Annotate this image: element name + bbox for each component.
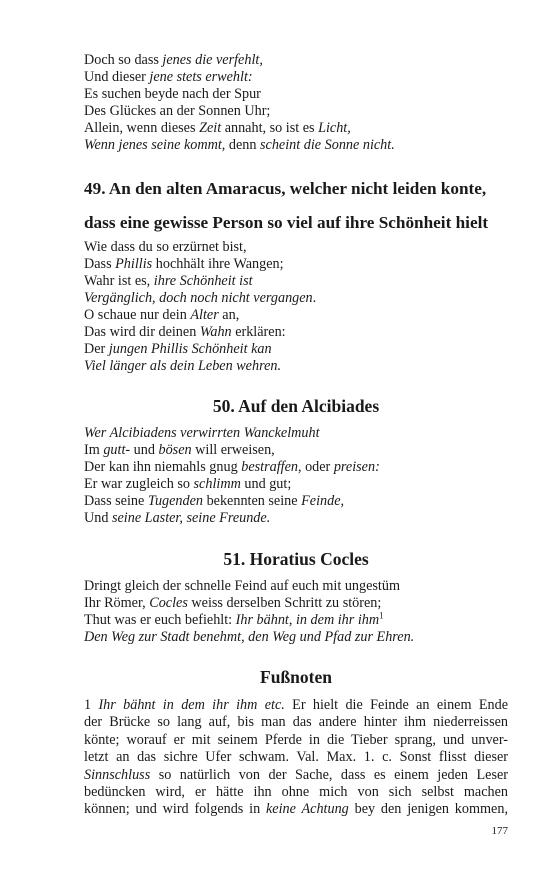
section-49-title-line-2: dass eine gewisse Person so viel auf ihre Schönheit hielt <box>84 213 489 232</box>
text-run: können; und wird folgends in <box>84 801 266 818</box>
italic-run: scheint die Sonne nicht. <box>260 137 395 153</box>
poem-stanza-top <box>84 52 508 154</box>
text-run: Er war zugleich so <box>84 476 194 492</box>
text-line <box>84 307 508 324</box>
text-run: Der <box>84 341 109 357</box>
italic-run: Tugenden <box>147 493 204 509</box>
text-run: und gut; <box>240 476 292 492</box>
text-line <box>84 290 508 307</box>
text-run: und <box>130 442 159 458</box>
section-50-poem <box>84 425 508 527</box>
text-line <box>84 137 508 154</box>
text-line <box>84 341 508 358</box>
text-run: der Brücke so lang auf, bis man das andere hinter ihm niederreissen <box>84 714 508 731</box>
text-line <box>84 324 508 341</box>
italic-run: Wahn <box>199 324 232 340</box>
text-run: Dringt gleich der schnelle Feind auf euch mit ungestüm <box>84 578 400 594</box>
text-run: Wie dass du so erzürnet bist, <box>84 239 247 255</box>
italic-run: Viel länger als dein Leben wehren. <box>84 358 282 374</box>
text-line <box>84 358 508 375</box>
text-line <box>84 459 508 476</box>
italic-run: jenes die verfehlt, <box>162 52 263 68</box>
italic-run: Zeit <box>199 120 222 136</box>
text-line <box>84 69 508 86</box>
page-body <box>84 52 508 819</box>
text-run: erklären: <box>231 324 286 340</box>
section-50-title: 50. Auf den Alcibiades <box>212 396 380 416</box>
italic-run: Den Weg zur Stadt benehmt, den Weg und Pfad zur Ehren. <box>84 629 415 645</box>
text-run: Er hielt die Feinde an einem Ende <box>284 697 509 713</box>
italic-run: jungen Phillis Schönheit kan <box>108 341 272 357</box>
text-run: annaht, so ist es <box>221 120 319 136</box>
text-run: hochhält ihre Wangen; <box>152 256 284 272</box>
italic-run: jene stets erwehlt: <box>149 69 253 85</box>
italic-run: Wenn jenes seine kommt, <box>84 137 226 153</box>
text-line <box>84 510 508 527</box>
text-line <box>84 476 508 493</box>
text-run: Und dieser <box>84 69 150 85</box>
italic-run: Wer Alcibiadens verwirrten Wanckelmuht <box>84 425 320 441</box>
text-run: Das wird dir deinen <box>84 324 200 340</box>
italic-run: preisen: <box>333 459 380 475</box>
text-line <box>84 784 508 801</box>
text-run: weiss derselben Schritt zu stören; <box>187 595 382 611</box>
text-run: Des Glückes an der Sonnen Uhr; <box>84 103 271 119</box>
italic-run: Sinnschluss <box>84 766 151 783</box>
italic-run: seine Laster, seine Freunde. <box>111 510 271 526</box>
italic-run: Ihr bähnt in dem ihr ihm etc. <box>98 697 285 713</box>
italic-run: ihre Schönheit ist <box>153 273 253 289</box>
text-line <box>84 697 508 714</box>
footnote-text <box>84 697 508 819</box>
text-line <box>84 52 508 69</box>
text-run: könte; worauf er mit seinem Pferde in die Tieber sprang, und unver- <box>84 731 508 748</box>
text-line <box>84 595 508 612</box>
text-run: Es suchen beyde nach der Spur <box>84 86 261 102</box>
text-run: Dass seine <box>84 493 148 509</box>
text-run: Wahr ist es, <box>84 273 154 289</box>
text-line <box>84 578 508 595</box>
text-line <box>84 629 508 646</box>
section-49-title-line-1: 49. An den alten Amaracus, welcher nicht leiden konte, <box>84 179 487 198</box>
text-line <box>84 103 508 120</box>
italic-run: Cocles <box>149 595 188 611</box>
text-line <box>84 493 508 510</box>
text-run: oder <box>301 459 334 475</box>
text-run: an, <box>218 307 240 323</box>
footnotes-title: Fußnoten <box>260 667 332 687</box>
section-51-poem <box>84 578 508 646</box>
text-line <box>84 239 508 256</box>
italic-run: Licht, <box>318 120 351 136</box>
text-run: Thut was er euch befiehlt: <box>84 612 236 628</box>
text-run: Ihr Römer, <box>84 595 150 611</box>
text-line <box>84 767 508 784</box>
italic-run: Vergänglich, doch noch nicht vergangen <box>84 290 313 306</box>
text-line <box>84 425 508 442</box>
text-run: bekennten seine <box>203 493 302 509</box>
section-51-title: 51. Horatius Cocles <box>223 549 369 569</box>
text-line <box>84 612 508 629</box>
section-49-poem <box>84 239 508 375</box>
text-run: 1 <box>84 697 99 713</box>
italic-run: bestraffen, <box>241 459 302 475</box>
text-run: O schaue nur dein <box>84 307 191 323</box>
text-line <box>84 714 508 731</box>
text-line <box>84 120 508 137</box>
italic-run: bösen <box>158 442 192 458</box>
text-run: denn <box>225 137 261 153</box>
text-line <box>84 273 508 290</box>
text-run: Dass <box>84 256 116 272</box>
text-run: Allein, wenn dieses <box>84 120 200 136</box>
italic-run: keine Achtung <box>266 801 349 818</box>
text-run: will erweisen, <box>191 442 275 458</box>
italic-run: Phillis <box>115 256 153 272</box>
italic-run: schlimm <box>193 476 241 492</box>
text-run: letzt an das sichre Ufer schwam. Val. Max. 1. c. Sonst flisst dieser <box>84 749 508 766</box>
text-run: bey den jenigen kommen, <box>348 801 508 818</box>
text-run: Im <box>84 442 104 458</box>
text-line <box>84 442 508 459</box>
text-line <box>84 86 508 103</box>
page-number: 177 <box>491 825 508 837</box>
text-run: . <box>312 290 317 306</box>
text-run: Der kan ihn niemahls gnug <box>84 459 242 475</box>
text-run: bedüncken wird, er hätte ihn ohne mich von sich selbst machen <box>84 784 508 801</box>
footnote-marker: 1 <box>379 610 384 621</box>
text-line <box>84 256 508 273</box>
italic-run: Feinde, <box>301 493 345 509</box>
text-run: so natürlich von der Sache, dass es einem jeden Leser <box>150 766 508 783</box>
italic-run: gutt- <box>103 442 131 458</box>
text-line <box>84 801 508 818</box>
italic-run: Alter <box>190 307 219 323</box>
text-line <box>84 732 508 749</box>
text-run: Und <box>84 510 112 526</box>
text-run: Doch so dass <box>84 52 163 68</box>
italic-run: Ihr bähnt, in dem ihr ihm <box>235 612 380 628</box>
text-line <box>84 749 508 766</box>
